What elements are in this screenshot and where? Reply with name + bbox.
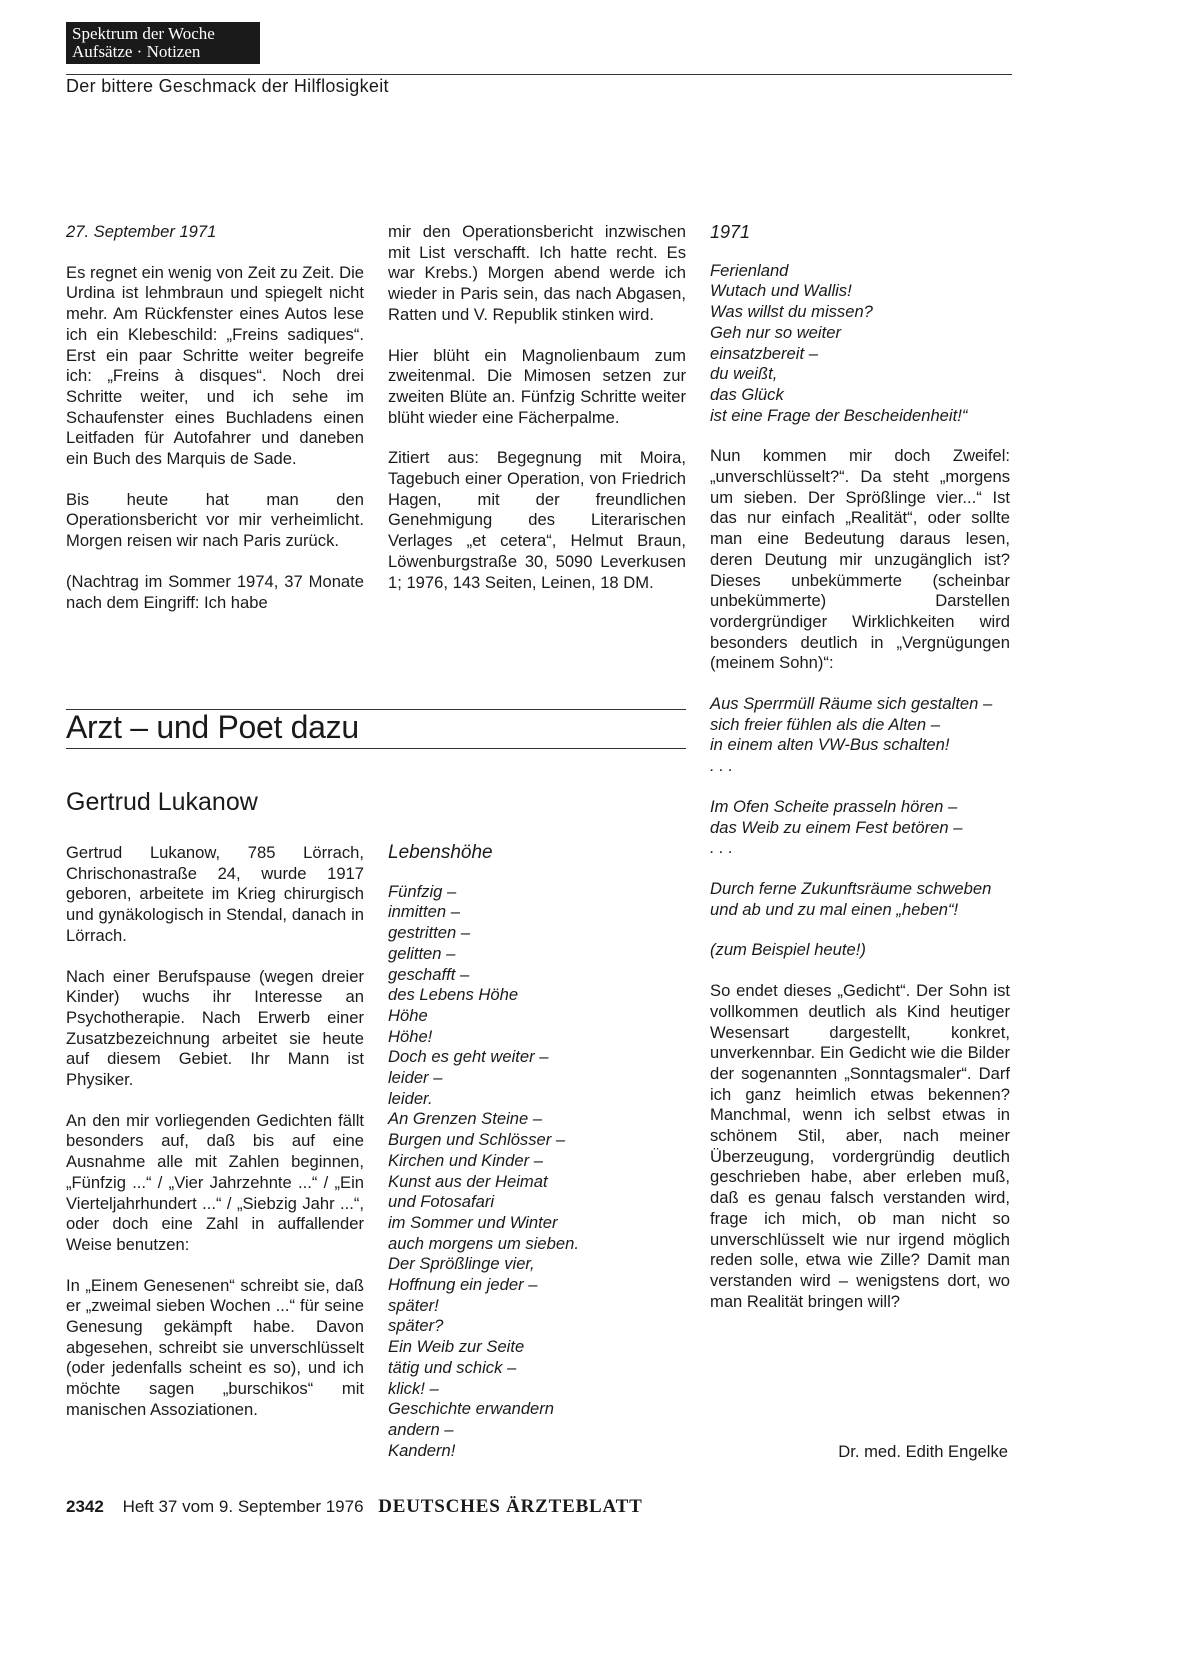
poem-line: leider. [388,1088,433,1108]
poem-line: und Fotosafari [388,1192,495,1212]
author-signature: Dr. med. Edith Engelke [838,1442,1008,1461]
poem-line: Im Ofen Scheite prasseln hören – [710,796,958,816]
column-3 [710,222,1010,1332]
paragraph: (Nachtrag im Sommer 1974, 37 Monate nach dem Eingriff: Ich habe [66,571,364,612]
citation-paragraph: Zitiert aus: Begegnung mit Moira, Tagebuch einer Operation, von Friedrich Hagen, mit der freundlichen Genehmigung des Literarischen Verlages „et cetera“, Helmut Braun, Löwenburgstraße 30, 5090 Leverkusen 1; 1976, 143 Seiten, Leinen, 18 DM. [388,448,686,592]
header-rule [66,74,1012,75]
poem-year: 1971 [710,222,751,242]
page-footer [66,1496,643,1518]
poem-stanza [710,797,1010,859]
poem-lebenshoehe [388,843,686,1461]
poem-line: Burgen und Schlösser – [388,1130,566,1150]
poem-line: Durch ferne Zukunftsräume schweben [710,878,992,898]
poem-line: Ferienland [710,260,789,280]
poem-ferienland [710,261,1010,427]
section-badge [66,22,260,64]
poem-line: später! [388,1295,439,1315]
badge-line-1: Spektrum der Woche [72,24,215,43]
paragraph: Bis heute hat man den Operationsbericht vor mir verheimlicht. Morgen reisen wir nach Paris zurück. [66,489,364,551]
section-title: Der bittere Geschmack der Hilflosigkeit [66,76,389,96]
poem-line: auch morgens um sieben. [388,1233,579,1253]
poem-line: das Weib zu einem Fest betören – [710,817,963,837]
poem-line: in einem alten VW-Bus schalten! [710,735,950,755]
poem-line: einsatzbereit – [710,343,818,363]
poem-line: Fünfzig – [388,881,457,901]
paragraph: Hier blüht ein Magnolienbaum zum zweitenmal. Die Mimosen setzen zur zweiten Blüte an. Fünfzig Schritte weiter blüht wieder eine Fächerpalme. [388,345,686,427]
poem-line: Was willst du missen? [710,302,873,322]
article-author: Gertrud Lukanow [66,788,258,816]
issue-info: Heft 37 vom 9. September 1976 [122,1497,364,1516]
poem-lines [388,882,686,1462]
poem-line: andern – [388,1419,454,1439]
paragraph: Nach einer Berufspause (wegen dreier Kinder) wuchs ihr Interesse an Psychotherapie. Nach Erwerb einer Zusatzbezeichnung arbeitet sie heute auf diesem Gebiet. Ihr Mann ist Physiker. [66,966,364,1090]
poem-line: ist eine Frage der Bescheidenheit!“ [710,405,968,425]
poem-stanza [710,879,1010,920]
diary-date: 27. September 1971 [66,222,217,241]
paragraph: Gertrud Lukanow, 785 Lörrach, Chrischonastraße 24, wurde 1917 geboren, arbeitete im Krieg chirurgisch und gynäkologisch in Stendal, danach in Lörrach. [66,843,364,945]
paragraph: So endet dieses „Gedicht“. Der Sohn ist vollkommen deutlich als Kind heutiger Wesensart dargestellt, konkret, unverkennbar. Ein Gedicht wie die Bilder der sogenannten „Sonntagsmaler“. Darf ich ganz heimlich etwas bekennen? Manchmal, wenn ich selbst etwas in schönem Stil, aber, nach meiner Überzeugung, vordergründig deutlich geschrieben habe, aber erleben muß, daß es genau falsch verstanden wird, frage ich mich, ob man nicht so unverschlüsselt wie nur irgend möglich reden solle, etwa wie Zille? Damit man verstanden wird – wenigstens dort, wo man Realität bringen will? [710,981,1010,1311]
poem-line: . . . [710,756,734,776]
poem-line: . . . [710,838,734,858]
paragraph: In „Einem Genesenen“ schreibt sie, daß er „zweimal sieben Wochen ...“ für seine Genesung gekämpft habe. Davon abgesehen, schreibt sie unverschlüsselt (oder jedenfalls scheint es so), und ich möchte sagen „burschikos“ mit manischen Assoziationen. [66,1275,364,1419]
poem-line: Wutach und Wallis! [710,281,852,301]
poem-line: Höhe [388,1005,428,1025]
paragraph: Nun kommen mir doch Zweifel: „unverschlüsselt?“. Da steht „morgens um sieben. Der Sprößlinge vier...“ Ist das nur einfach „Realität“, oder sollte man eine Bedeutung daraus lesen, deren Deutung mir unzugänglich ist? Dieses unbekümmerte (scheinbar unbekümmerte) Darstellen vordergründiger Wirklichkeiten wird besonders deutlich in „Vergnügungen (meinem Sohn)“: [710,446,1010,673]
poem-title: Lebenshöhe [388,842,493,863]
poem-line: das Glück [710,384,784,404]
poem-line: und ab und zu mal einen „heben“! [710,899,959,919]
poem-line: gelitten – [388,943,456,963]
paragraph: An den mir vorliegenden Gedichten fällt besonders auf, daß bis auf eine Ausnahme alle mit Zahlen beginnen, „Fünfzig ...“ / „Vier Jahrzehnte ...“ / „Ein Vierteljahrhundert ...“ / „Siebzig Jahr ...“, oder doch eine Zahl in auffallender Weise benutzen: [66,1110,364,1254]
poem-stanza [710,694,1010,777]
poem-line: Aus Sperrmüll Räume sich gestalten – [710,694,993,714]
poem-line: Ein Weib zur Seite [388,1337,525,1357]
magazine-name: DEUTSCHES ÄRZTEBLATT [378,1496,643,1517]
poem-line: Geschichte erwandern [388,1399,555,1419]
column-2-top [388,222,686,613]
article-title: Arzt – und Poet dazu [66,709,359,745]
paragraph: Es regnet ein wenig von Zeit zu Zeit. Die Urdina ist lehmbraun und spiegelt nicht mehr. Am Rückfenster eines Autos lese ich ein Klebeschild: „Freins sadiques“. Erst ein paar Schritte weiter begreife ich: „Freins à disques“. Noch drei Schritte weiter, und ich sehe im Schaufenster eines Buchladens einen Leitfaden für Autofahrer und daneben ein Buch des Marquis de Sade. [66,262,364,469]
poem-line: des Lebens Höhe [388,985,519,1005]
poem-line: du weißt, [710,364,778,384]
column-1-top [66,222,364,633]
article-rule-bottom [66,748,686,749]
poem-line: Höhe! [388,1026,433,1046]
column-1-bottom [66,843,364,1441]
poem-line: An Grenzen Steine – [388,1109,543,1129]
poem-stanza: (zum Beispiel heute!) [710,940,866,960]
poem-line: Doch es geht weiter – [388,1047,549,1067]
poem-line: sich freier fühlen als die Alten – [710,714,940,734]
poem-line: inmitten – [388,902,460,922]
poem-line: Kunst aus der Heimat [388,1171,548,1191]
poem-line: Der Sprößlinge vier, [388,1254,535,1274]
page-number: 2342 [66,1497,104,1516]
poem-line: Geh nur so weiter [710,322,841,342]
poem-line: Hoffnung ein jeder – [388,1275,538,1295]
poem-line: im Sommer und Winter [388,1212,558,1232]
paragraph: mir den Operationsbericht inzwischen mit List verschafft. Ich hatte recht. Es war Krebs.) Morgen abend werde ich wieder in Paris sein, das nach Abgasen, Ratten und V. Republik stinken wird. [388,222,686,324]
poem-line: später? [388,1316,444,1336]
poem-line: Kirchen und Kinder – [388,1150,543,1170]
poem-line: Kandern! [388,1440,456,1460]
poem-line: klick! – [388,1378,439,1398]
poem-line: gestritten – [388,923,471,943]
badge-line-2: Aufsätze · Notizen [72,42,201,61]
poem-line: geschafft – [388,964,470,984]
poem-line: leider – [388,1068,443,1088]
poem-line: tätig und schick – [388,1357,517,1377]
